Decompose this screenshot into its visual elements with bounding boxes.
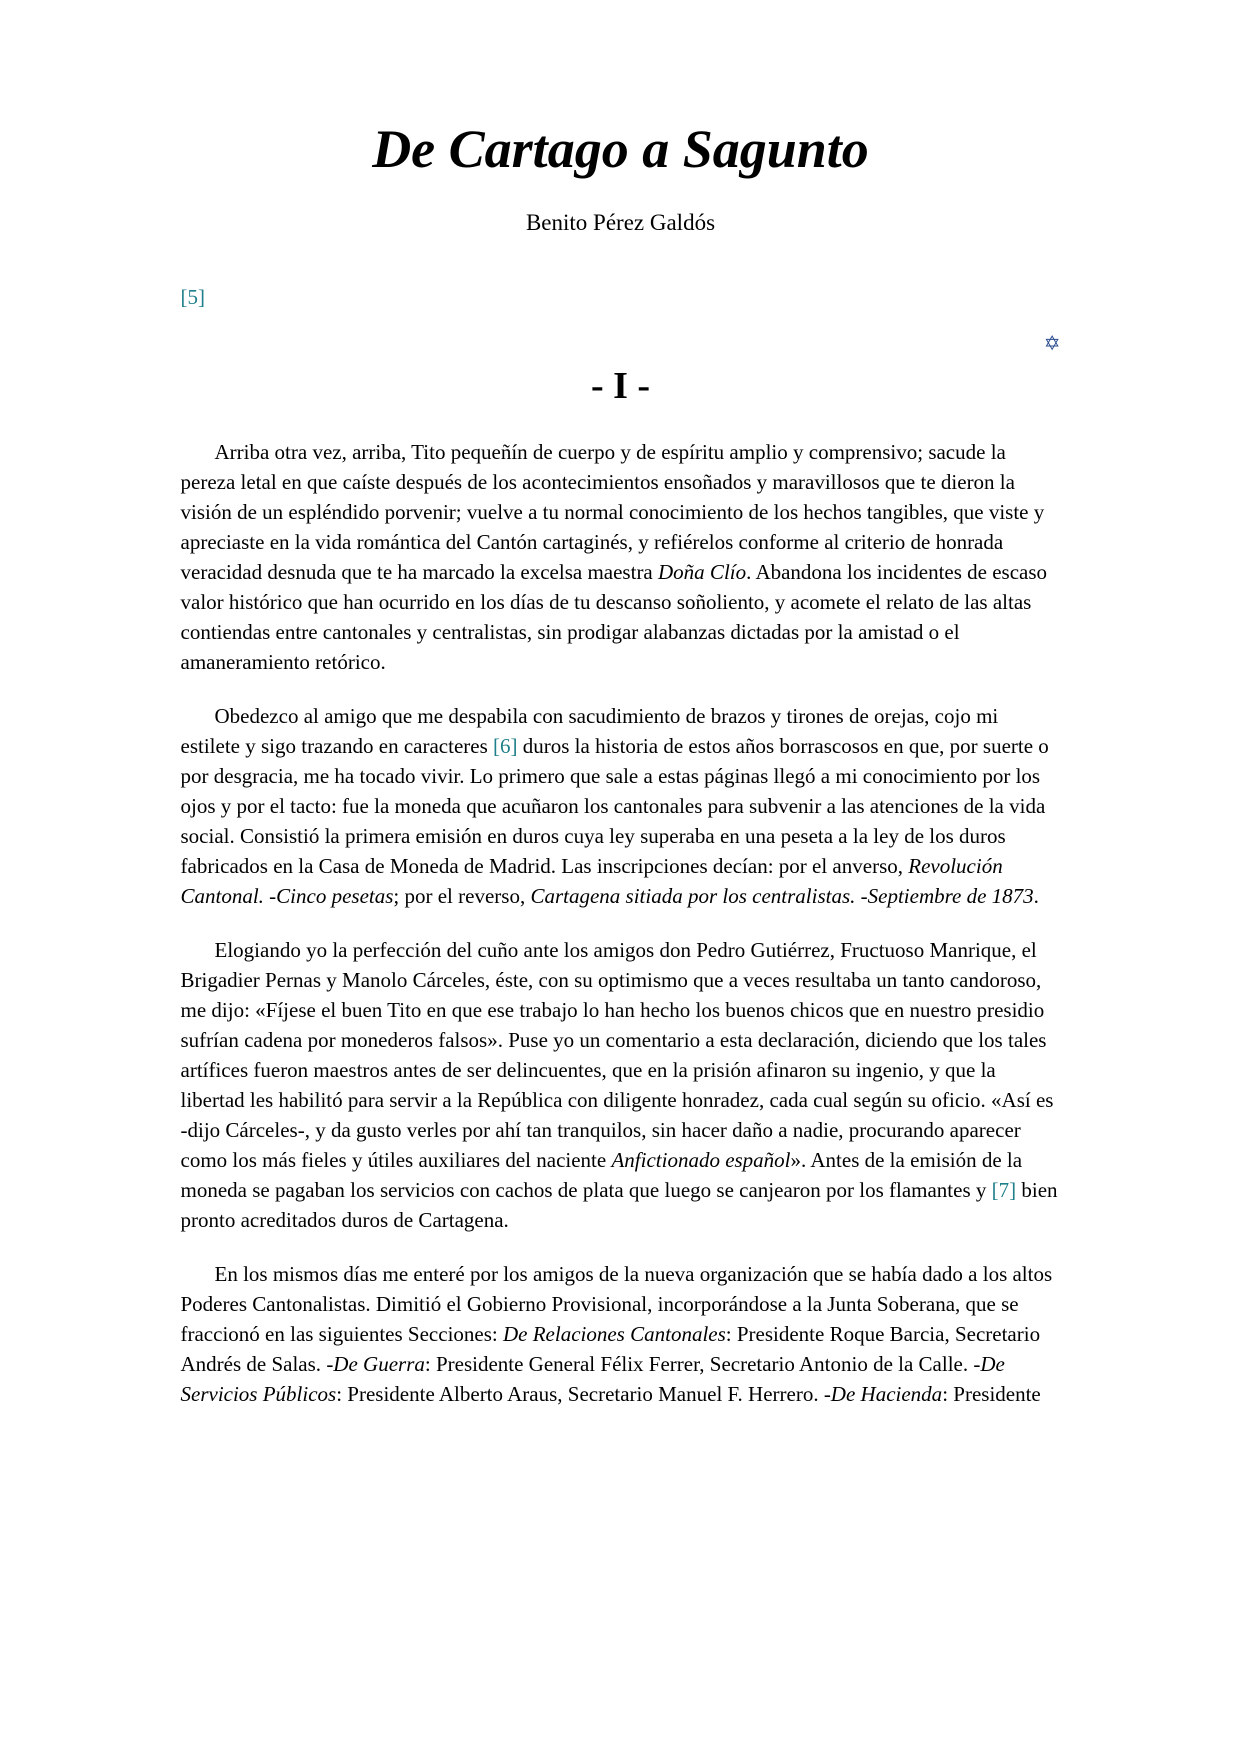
paragraph xyxy=(181,437,1061,677)
text-run: : Presidente Roque Barcia, Secretario Andrés de Salas. xyxy=(180,1322,1041,1377)
paragraph xyxy=(181,935,1061,1235)
book-title: De Cartago a Sagunto xyxy=(372,119,869,179)
italic-text-run: Cartagena sitiada por los centralistas. -Septiembre de 1873 xyxy=(530,884,1034,909)
italic-text-run: -De Guerra xyxy=(326,1352,425,1377)
text-run: duros la historia de estos años borrascosos en que, por suerte o por desgracia, me ha tocado vivir. Lo primero que sale a estas páginas llegó a mi conocimiento por los ojos y por el tacto: fue la moneda que acuñaron los cantonales para subvenir a las atenciones de la vida social. Consistió la primera emisión en duros cuya ley superaba en una peseta a la ley de los duros fabricados en la Casa de Moneda de Madrid. Las inscripciones decían: por el anverso, xyxy=(180,734,1049,879)
italic-text-run: Revolución Cantonal. -Cinco pesetas xyxy=(180,854,1003,909)
text-run: bien pronto acreditados duros de Cartagena. xyxy=(180,1178,1058,1233)
page-anchor-link[interactable]: [6] xyxy=(493,734,518,759)
book-text xyxy=(181,437,1061,1409)
page-marker-line xyxy=(181,282,1061,312)
text-run: Elogiando yo la perfección del cuño ante los amigos don Pedro Gutiérrez, Fructuoso Manrique, el Brigadier Pernas y Manolo Cárceles, éste, con su optimismo que a veces resultaba un tanto candoroso, me dijo: «Fíjese el buen Tito en que ese trabajo lo han hecho los buenos chicos que en nuestro presidio sufrían cadena por monederos falsos». Puse yo un comentario a esta declaración, diciendo que los tales artífices fueron maestros antes de ser delincuentes, que en la prisión afinaron su ingenio, y que la libertad les habilitó para servir a la República con diligente honradez, cada cual según su oficio. «Así es -dijo Cárceles-, y da gusto verles por ahí tan tranquilos, sin hacer daño a nadie, procurando aparecer como los más fieles y útiles auxiliares del naciente xyxy=(180,938,1054,1173)
document-page xyxy=(181,0,1061,1409)
italic-text-run: Anfictionado español xyxy=(611,1148,791,1173)
page-anchor-link[interactable]: [5] xyxy=(180,284,205,309)
text-run: : Presidente xyxy=(942,1382,1041,1407)
text-run: . Abandona los incidentes de escaso valor histórico que han ocurrido en los días de tu descanso soñoliento, y acomete el relato de las altas contiendas entre cantonales y centralistas, sin prodigar alabanzas dictadas por la amistad o el amaneramiento retórico. xyxy=(180,560,1048,675)
star-of-david-icon[interactable]: ✡ xyxy=(1043,332,1061,355)
text-run: En los mismos días me enteré por los amigos de la nueva organización que se había dado a los altos Poderes Cantonalistas. Dimitió el Gobierno Provisional, incorporándose a la Junta Soberana, que se fraccionó en las siguientes Secciones: xyxy=(180,1262,1053,1347)
text-run: Obedezco al amigo que me despabila con sacudimiento de brazos y tirones de orejas, cojo mi estilete y sigo trazando en caracteres xyxy=(180,704,999,759)
text-run: ; por el reverso, xyxy=(393,884,531,909)
paragraph xyxy=(181,701,1061,911)
text-run: : Presidente Alberto Araus, Secretario Manuel F. Herrero. xyxy=(336,1382,824,1407)
italic-text-run: Doña Clío xyxy=(658,560,747,585)
star-line xyxy=(181,332,1061,356)
paragraph xyxy=(181,1259,1061,1409)
italic-text-run: -De Servicios Públicos xyxy=(180,1352,1005,1407)
text-run: . xyxy=(1033,884,1039,909)
text-run: ». Antes de la emisión de la moneda se pagaban los servicios con cachos de plata que luego se canjearon por los flamantes y xyxy=(180,1148,1023,1203)
page-anchor-link[interactable]: [7] xyxy=(991,1178,1017,1203)
italic-text-run: -De Hacienda xyxy=(823,1382,943,1407)
italic-text-run: De Relaciones Cantonales xyxy=(502,1322,726,1347)
text-run: : Presidente General Félix Ferrer, Secretario Antonio de la Calle. xyxy=(424,1352,974,1377)
chapter-heading: - I - xyxy=(590,364,651,407)
text-run: Arriba otra vez, arriba, Tito pequeñín de cuerpo y de espíritu amplio y comprensivo; sacude la pereza letal en que caíste después de los acontecimientos ensoñados y maravillosos que te dieron la visión de un espléndido porvenir; vuelve a tu normal conocimiento de los hechos tangibles, que viste y apreciaste en la vida romántica del Cantón cartaginés, y refiérelos conforme al criterio de honrada veracidad desnuda que te ha marcado la excelsa maestra xyxy=(180,440,1045,585)
book-author: Benito Pérez Galdós xyxy=(525,209,716,235)
